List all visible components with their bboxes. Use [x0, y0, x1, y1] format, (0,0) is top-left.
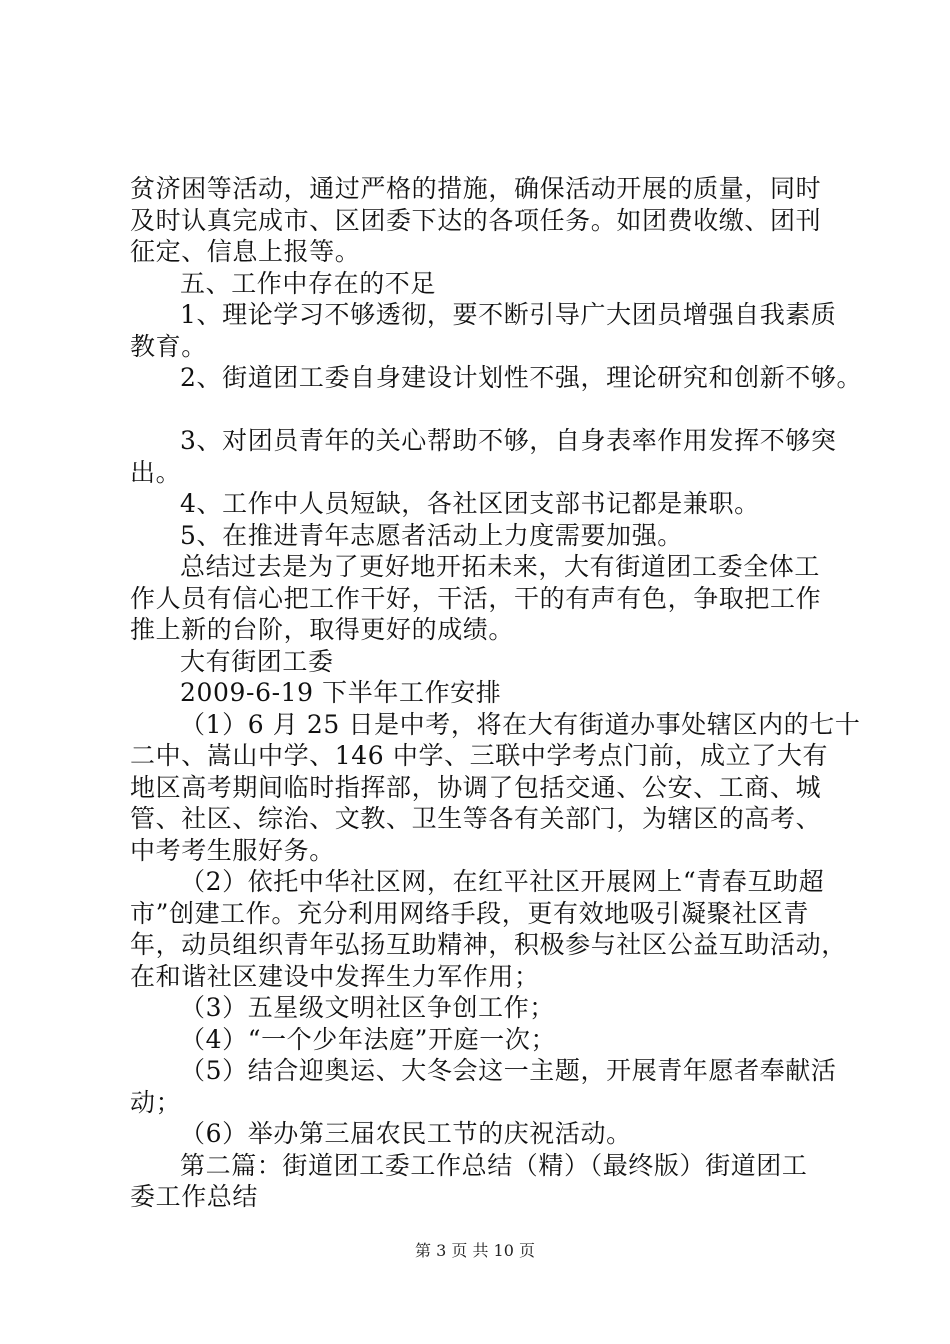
text-line: 中考考生服好务。 — [130, 835, 335, 865]
text-line: 委工作总结 — [130, 1182, 259, 1211]
text-line: 大有街团工委 — [180, 646, 334, 676]
text-line: （2）依托中华社区网，在红平社区开展网上“青春互助超 — [180, 867, 825, 896]
blank-line — [130, 394, 850, 426]
text-line: 管、社区、综治、文教、卫生等各有关部门，为辖区的高考、 — [130, 804, 822, 833]
text-line: 3、对团员青年的关心帮助不够，自身表率作用发挥不够突 — [180, 426, 837, 455]
text-line: 总结过去是为了更好地开拓未来，大有街道团工委全体工 — [180, 552, 821, 581]
text-line: （4）“一个少年法庭”开庭一次； — [180, 1024, 557, 1054]
text-line: （5）结合迎奥运、大冬会这一主题，开展青年愿者奉献活 — [180, 1056, 837, 1085]
text-line: 教育。 — [130, 331, 207, 361]
text-line: （3）五星级文明社区争创工作； — [180, 993, 555, 1022]
page-number-footer: 第 3 页 共 10 页 — [415, 1241, 535, 1260]
document-body — [130, 173, 863, 1213]
text-line: 2009-6-19 下半年工作安排 — [180, 678, 502, 707]
text-line: 作人员有信心把工作干好，干活，干的有声有色，争取把工作 — [130, 583, 822, 613]
text-line: 在和谐社区建设中发挥生力军作用； — [130, 961, 540, 991]
text-line: 第二篇：街道团工委工作总结（精）（最终版）街道团工 — [180, 1150, 808, 1180]
text-line: 年，动员组织青年弘扬互助精神，积极参与社区公益互助活动， — [130, 930, 847, 959]
text-line: 4、工作中人员短缺，各社区团支部书记都是兼职。 — [180, 489, 760, 518]
text-line: 动； — [130, 1087, 182, 1117]
text-line: 贫济困等活动，通过严格的措施，确保活动开展的质量，同时 — [130, 174, 822, 203]
text-line: 1、理论学习不够透彻，要不断引导广大团员增强自我素质 — [180, 300, 837, 329]
text-line: 二中、嵩山中学、146 中学、三联中学考点门前，成立了大有 — [130, 741, 829, 770]
text-line: 市”创建工作。充分利用网络手段，更有效地吸引凝聚社区青 — [130, 898, 809, 928]
text-line: 推上新的台阶，取得更好的成绩。 — [130, 615, 515, 644]
text-line: 征定、信息上报等。 — [130, 237, 361, 266]
text-line: 及时认真完成市、区团委下达的各项任务。如团费收缴、团刊 — [130, 205, 822, 235]
text-line: 5、在推进青年志愿者活动上力度需要加强。 — [180, 520, 683, 550]
text-line: 地区高考期间临时指挥部，协调了包括交通、公安、工商、城 — [130, 772, 822, 802]
text-line: （6）举办第三届农民工节的庆祝活动。 — [180, 1119, 632, 1148]
text-line: 出。 — [130, 457, 182, 487]
text-line: 五、工作中存在的不足 — [180, 268, 437, 298]
text-line: （1）6 月 25 日是中考，将在大有街道办事处辖区内的七十 — [180, 709, 861, 739]
text-line: 2、街道团工委自身建设计划性不强，理论研究和创新不够。 — [180, 363, 863, 392]
